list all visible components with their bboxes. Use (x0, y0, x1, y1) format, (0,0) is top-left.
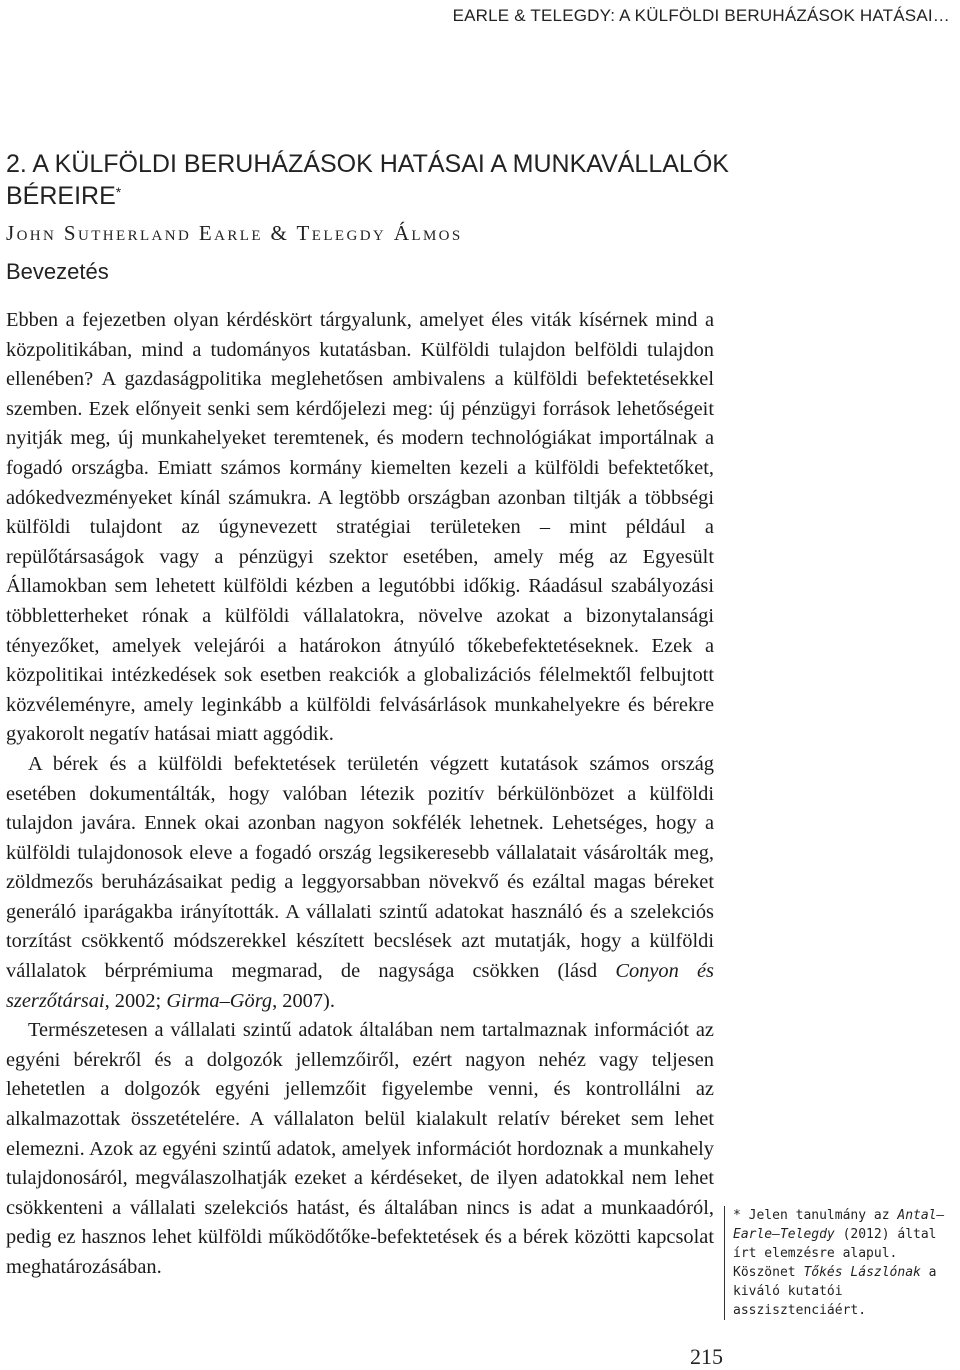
body-text (6, 306, 714, 1283)
paragraph-2-end: , 2007). (272, 989, 335, 1012)
footnote (724, 1206, 960, 1320)
citation-conyon: Conyon és szerzőtársai (6, 960, 714, 1012)
paragraph-3: Természetesen a vállalati szintű adatok általában nem tartalmaznak információt az egyéni bérekről és a dolgozók jellemzőiről, ezért nagyon nehéz vagy teljesen lehetetlen a dolgozók egyéni jellemzőit figyelembe venni, és kontrollálni az alkalmazottak összetételére. A vállalaton belül kialakult relatív béreket sem lehet elemezni. Azok az egyéni szintű adatok, amelyek információt hordoznak a munkahely tulajdonosáról, megválaszolhatják ezeket a kérdéseket, de ilyen adatokkal nem lehet csökkenteni a vállalati szelekciós hatást, és általában nincs is adat a munkaadóról, pedig ez hasznos lehet külföldi működőtőke-befektetések és a bérek közötti kapcsolat meghatározásában. (6, 1019, 714, 1278)
section-heading: Bevezetés (6, 259, 109, 284)
paragraph-2-text: A bérek és a külföldi befektetések területén végzett kutatások számos ország esetében dokumentálták, hogy valóban létezik pozitív bérkülönbözet a külföldi tulajdon javára. Ennek okai azonban nagyon sokfélék lehetnek. Lehetséges, hogy a külföldi tulajdonosok eleve a fogadó ország legsikeresebb vállalatait vásárolták meg, zöldmezős beruházásaikat pedig a leggyorsabban növekvő és ezáltal magas béreket generáló iparágakba irányították. A vállalati szintű adatokat használó és a szelekciós torzítást csökkentő módszerekkel készített becslések azt mutatják, hogy a külföldi vállalatok bérprémiuma megmarad, de nagysága csökken (lásd (6, 752, 714, 983)
paragraph-2 (6, 750, 714, 1016)
footnote-marker: * (115, 184, 122, 200)
footnote-text-mid: (2012) által írt elemzésre alapul. Köszönet (733, 1227, 937, 1280)
chapter-title-text: 2. A KÜLFÖLDI BERUHÁZÁSOK HATÁSAI A MUNKAVÁLLALÓK BÉREIRE (6, 150, 729, 210)
running-head: EARLE & TELEGDY: A KÜLFÖLDI BERUHÁZÁSOK HATÁSAI… (452, 6, 950, 25)
footnote-text-pre: Jelen tanulmány az (748, 1208, 898, 1223)
footnote-marker-bottom: * (733, 1208, 741, 1223)
footnote-text-post: a kiváló kutatói asszisztenciáért. (733, 1265, 937, 1318)
citation-separator: , 2002; (104, 989, 167, 1012)
page-number: 215 (690, 1344, 723, 1369)
footnote-reference: Antal–Earle–Telegdy (733, 1208, 945, 1242)
citation-girma-gorg: Girma–Görg (166, 989, 273, 1012)
paragraph-1: Ebben a fejezetben olyan kérdéskört tárgyalunk, amelyet éles viták kísérnek mind a közpolitikában, mind a tudományos kutatásban. Külföldi tulajdon belföldi tulajdon ellenében? A gazdaságpolitika meglehetősen ambivalens a külföldi befektetésekkel szemben. Ezek előnyeit senki sem kérdőjelezi meg: új pénzügyi források lehetőségeit nyitják meg, új munkahelyeket teremtenek, és modern technológiákat importálnak a fogadó országba. Emiatt számos kormány kiemelten kezeli a külföldi befektetőket, adókedvezményeket kínál számukra. A legtöbb országban azonban tiltják a többségi külföldi tulajdont az úgynevezett stratégiai területeken – mint például a repülőtársaságok vagy a pénzügyi szektor esetében, amely még az Egyesült Államokban sem lehetett külföldi kézben a legutóbbi időkig. Ráadásul szabályozási többletterheket rónak a külföldi vállalatokra, növelve azokat a bizonytalansági tényezőket, amelyek velejárói a határokon átnyúló tőkebefektetéseknek. Ezek a közpolitikai intézkedések sok esetben reakciók a globalizációs félelmektől felbujtott közvéleményre, amely leginkább a külföldi felvásárlások munkahelyekre és bérekre gyakorolt negatív hatásai miatt aggódik. (6, 309, 714, 746)
chapter-title (6, 148, 826, 212)
chapter-authors: John Sutherland Earle & Telegdy Álmos (6, 221, 463, 245)
footnote-thanks-name: Tőkés Lászlónak (803, 1265, 921, 1280)
